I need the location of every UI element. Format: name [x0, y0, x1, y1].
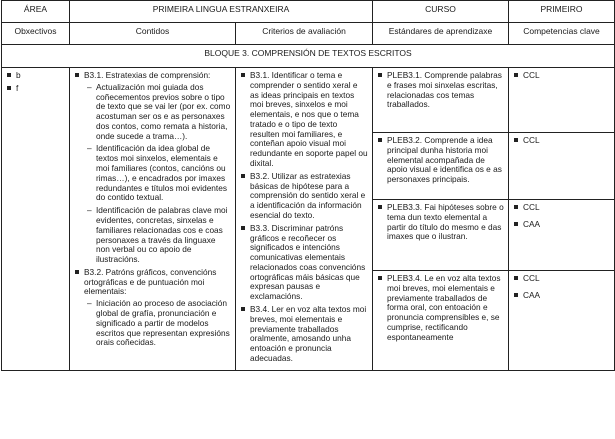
standards-column-header: Estándares de aprendizaxe: [373, 23, 509, 45]
competence-item: CCL: [513, 136, 610, 146]
criterion-item: B3.3. Discriminar patróns gráficos e recoñecer os significados e intencións comunicativas elementais relacionados coas convencións ortográficas máis básicas que expresan pausas e exclamacións.: [240, 224, 368, 302]
content-subitems: [84, 83, 231, 265]
competence-item: CCL: [513, 274, 610, 284]
contents-column-header: Contidos: [70, 23, 236, 45]
content-subitem: – Identificación de palabras clave moi evidentes, concretas, sinxelas e familiares relacionadas cos e coas personaxes a través da linguaxe non verbal ou co apoio de ilustracións.: [84, 206, 231, 265]
standard-cell: [373, 68, 509, 133]
objective-item: f: [6, 84, 65, 94]
criteria-column-header: Criterios de avaliación: [236, 23, 373, 45]
standard-cell: [373, 271, 509, 371]
content-section: [74, 268, 231, 348]
standard-cell: [373, 200, 509, 271]
block-title: BLOQUE 3. COMPRENSIÓN DE TEXTOS ESCRITOS: [2, 45, 615, 68]
competences-cell: [509, 200, 615, 271]
area-header: ÁREA: [2, 1, 70, 23]
criteria-cell: [236, 68, 373, 371]
content-section: [74, 71, 231, 265]
content-subitem: – Identificación da idea global de textos moi sinxelos, elementais e moi familiares (contos, cancións ou rimas…), e encadrados por imaxes redundantes e títulos moi evidentes do contido textual.: [84, 144, 231, 203]
standard-item: PLEB3.4. Le en voz alta textos moi breves, moi elementais e previamente traballados de forma oral, con entoación e pronuncia comprensibles e, se cumprise, rectificando espontaneamente: [377, 274, 504, 342]
competence-item: CCL: [513, 71, 610, 81]
objectives-column-header: Obxectivos: [2, 23, 70, 45]
criterion-item: B3.2. Utilizar as estratexias básicas de hipótese para a comprensión do sentido xeral e a identificación da información esencial do texto.: [240, 172, 368, 221]
competence-item: CCL: [513, 203, 610, 213]
course-value: PRIMEIRO: [509, 1, 615, 23]
competences-column-header: Competencias clave: [509, 23, 615, 45]
competence-item: CAA: [513, 220, 610, 230]
standard-item: PLEB3.2. Comprende a idea principal dunha historia moi elemental acompañada de apoio visual e identifica os e as personaxes principais.: [377, 136, 504, 185]
block-row: [2, 45, 615, 68]
contents-list: [74, 71, 231, 348]
criterion-item: B3.4. Ler en voz alta textos moi breves, moi elementais e previamente traballados oralmente, amosando unha entoación e pronuncia adecuadas.: [240, 305, 368, 364]
criteria-list: [240, 71, 368, 364]
competences-cell: [509, 68, 615, 133]
standard-item: PLEB3.3. Fai hipóteses sobre o tema dun texto elemental a partir do título do mesmo e das imaxes que o ilustran.: [377, 203, 504, 242]
objectives-cell: [2, 68, 70, 371]
content-subitem: – Iniciación ao proceso de asociación global de grafía, pronunciación e significado a partir de modelos escritos que representan expresións orais coñecidas.: [84, 299, 231, 348]
competences-cell: [509, 271, 615, 371]
contents-cell: [70, 68, 236, 371]
header-row: [2, 1, 615, 23]
objective-item: b: [6, 71, 65, 81]
column-header-row: [2, 23, 615, 45]
content-subitem: – Actualización moi guiada dos coñecementos previos sobre o tipo de texto que se vai ler (por ex. como acostuman ser os e as personaxes dos contos, como remata a historia, onde sucede a trama…).: [84, 83, 231, 142]
content-section-title: B3.1. Estratexias de comprensión:: [84, 70, 211, 80]
course-label: CURSO: [373, 1, 509, 23]
competences-cell: [509, 133, 615, 200]
content-section-title: B3.2. Patróns gráficos, convencións ortográficas e de puntuación moi elementais:: [84, 266, 217, 297]
curriculum-table: [1, 0, 615, 371]
competence-item: CAA: [513, 291, 610, 301]
subject-header: PRIMEIRA LINGUA ESTRANXEIRA: [70, 1, 373, 23]
standard-item: PLEB3.1. Comprende palabras e frases moi sinxelas escritas, relacionadas cos temas traballados.: [377, 71, 504, 110]
content-subitems: [84, 299, 231, 348]
criterion-item: B3.1. Identificar o tema e comprender o sentido xeral e as ideas principais en textos moi breves, sinxelos e moi elementais, e nos que o tema tratado e o tipo de texto resulten moi familiares, e conteñan apoio visual moi redundante en soporte papel ou dixital.: [240, 71, 368, 169]
objectives-list: [6, 71, 65, 94]
standard-cell: [373, 133, 509, 200]
content-row: [2, 68, 615, 133]
